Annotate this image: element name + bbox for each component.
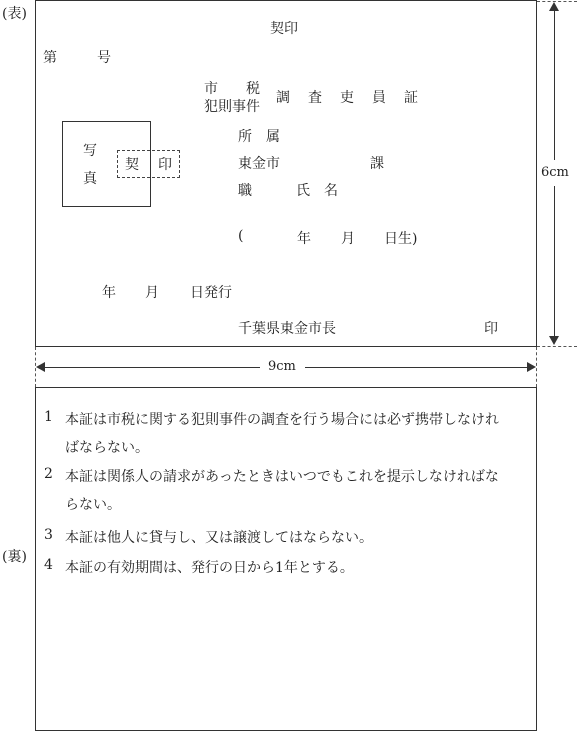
rule-4-line-1: 本証の有効期間は、発行の日から1年とする。 — [65, 560, 354, 576]
birth-year: 年 — [297, 231, 311, 247]
rule-1-line-2: ばならない。 — [65, 440, 149, 456]
issue-month: 月 — [145, 285, 159, 301]
rule-1-line-1: 本証は市税に関する犯則事件の調査を行う場合には必ず携帯しなけれ — [65, 412, 499, 428]
affiliation-label: 所 属 — [238, 129, 280, 145]
issuer-seal: 印 — [484, 321, 498, 337]
birth-month: 月 — [341, 231, 355, 247]
width-extension-right — [536, 347, 537, 387]
width-arrow-left-icon — [36, 362, 45, 372]
width-dimension-line-right — [305, 367, 529, 368]
front-side-label: (表) — [2, 6, 27, 22]
section-label: 課 — [370, 156, 384, 172]
seal-mark-top: 契印 — [270, 21, 298, 37]
height-arrow-down-icon — [549, 336, 559, 345]
rule-3-number: 3 — [44, 527, 53, 543]
position-label: 職 — [238, 183, 252, 199]
rule-1-number: 1 — [44, 409, 53, 425]
height-dimension-line-lower — [554, 186, 555, 338]
back-side-label: (裏) — [2, 549, 27, 565]
category-line-1: 市 税 — [204, 81, 260, 97]
height-dimension-line-upper — [554, 8, 555, 160]
width-dimension-line-left — [42, 367, 260, 368]
seal-dashed-right: 印 — [158, 157, 172, 173]
category-line-2: 犯則事件 — [204, 99, 260, 115]
rule-2-line-1: 本証は関係人の請求があったときはいつでもこれを提示しなければな — [65, 469, 499, 485]
width-dimension-label: 9cm — [268, 359, 296, 374]
birth-day: 日生) — [384, 231, 418, 247]
issue-year: 年 — [102, 285, 116, 301]
rule-2-number: 2 — [44, 466, 53, 482]
rule-4-number: 4 — [44, 557, 53, 573]
photo-label-1: 写 — [83, 143, 97, 159]
name-label: 氏 名 — [296, 183, 338, 199]
height-extension-bottom — [537, 346, 577, 347]
city-name: 東金市 — [238, 156, 280, 172]
width-arrow-right-icon — [527, 362, 536, 372]
seal-dashed-left: 契 — [125, 157, 139, 173]
card-title: 調 査 吏 員 証 — [276, 90, 420, 106]
issue-day: 日発行 — [190, 285, 232, 301]
photo-label-2: 真 — [83, 171, 97, 187]
height-dimension-label: 6cm — [541, 165, 569, 180]
rule-3-line-1: 本証は他人に貸与し、又は譲渡してはならない。 — [65, 530, 373, 546]
height-arrow-up-icon — [549, 2, 559, 11]
issuer-name: 千葉県東金市長 — [238, 321, 336, 337]
birth-open: ( — [238, 228, 244, 244]
card-number: 第 号 — [43, 50, 115, 66]
rule-2-line-2: らない。 — [65, 497, 121, 513]
